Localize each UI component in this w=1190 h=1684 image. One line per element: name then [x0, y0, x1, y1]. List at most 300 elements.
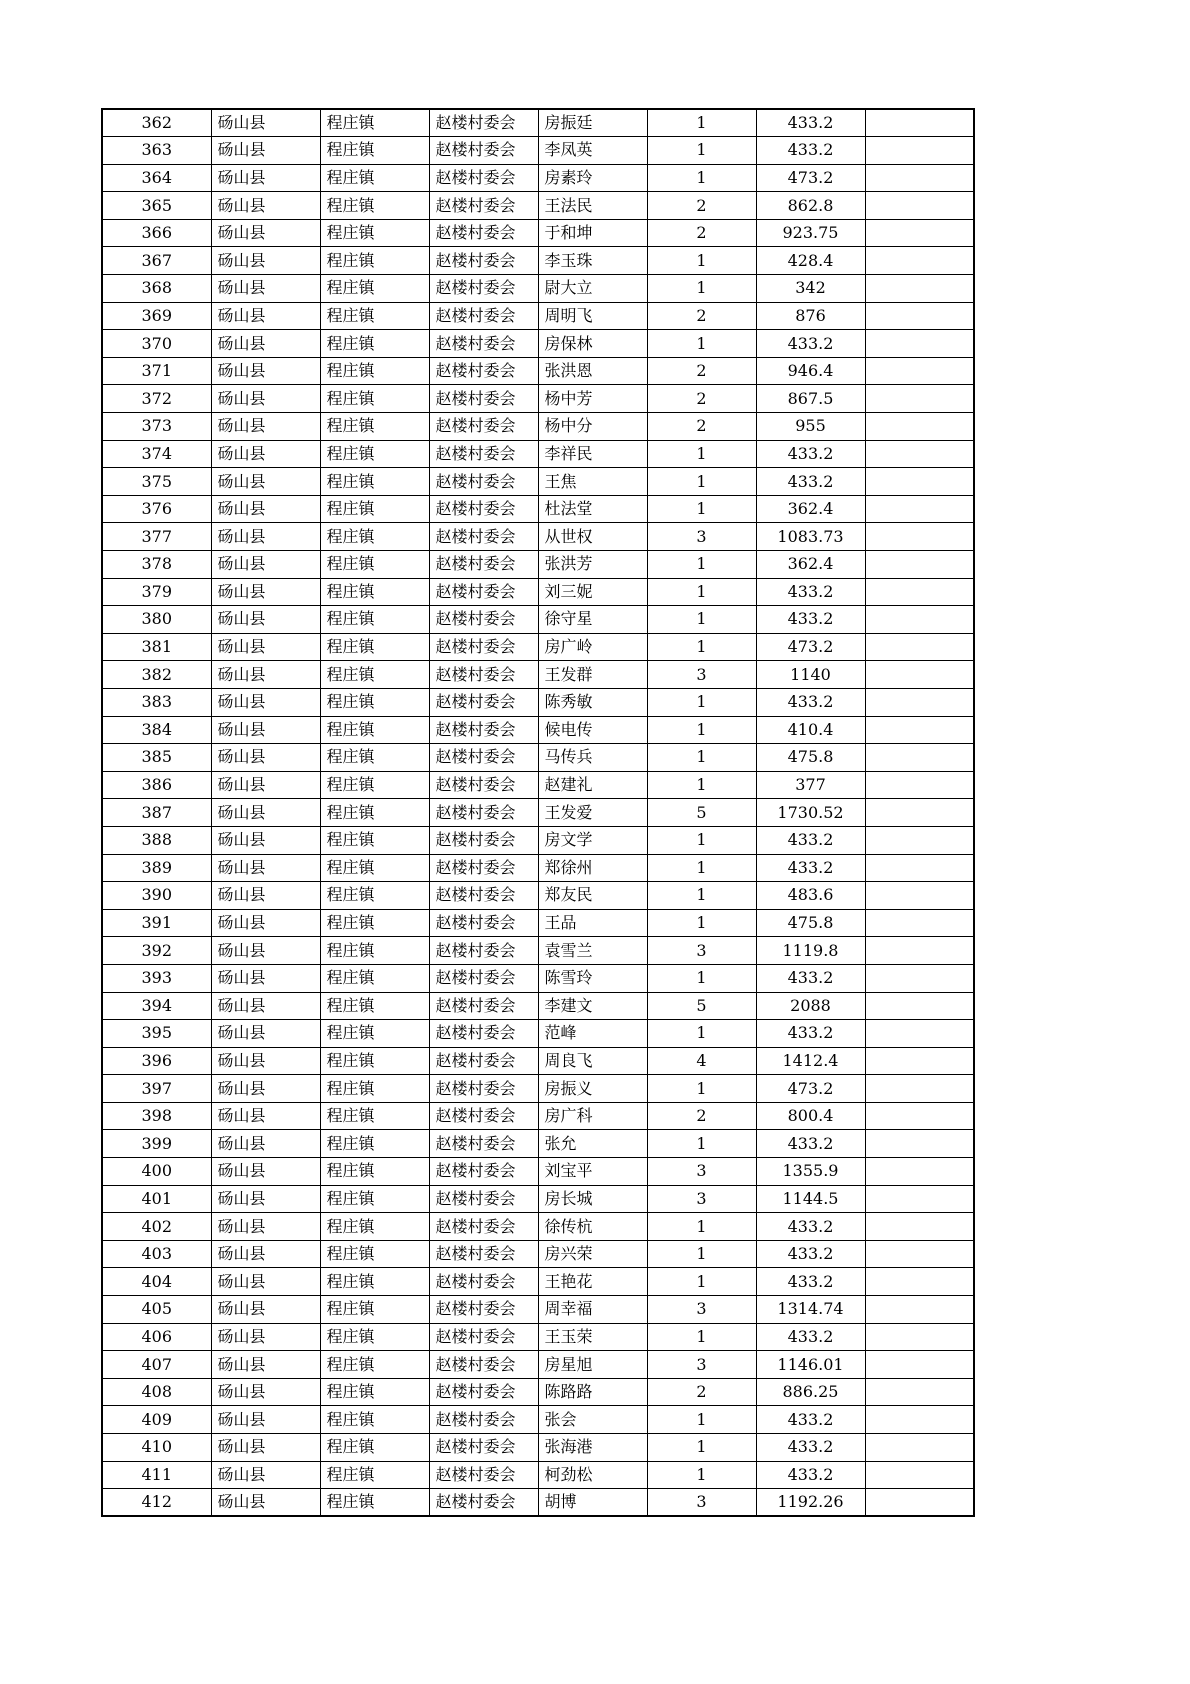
household-count-cell: 1 [647, 109, 756, 137]
village-committee-cell: 赵楼村委会 [429, 330, 538, 358]
county-cell: 砀山县 [211, 1406, 320, 1434]
remarks-cell [865, 606, 974, 634]
remarks-cell [865, 633, 974, 661]
county-cell: 砀山县 [211, 468, 320, 496]
name-cell: 徐传杭 [538, 1213, 647, 1241]
town-cell: 程庄镇 [320, 1351, 429, 1379]
household-count-cell: 3 [647, 1185, 756, 1213]
name-cell: 赵建礼 [538, 771, 647, 799]
amount-cell: 433.2 [756, 468, 865, 496]
remarks-cell [865, 964, 974, 992]
amount-cell: 433.2 [756, 964, 865, 992]
town-cell: 程庄镇 [320, 1075, 429, 1103]
village-committee-cell: 赵楼村委会 [429, 633, 538, 661]
remarks-cell [865, 882, 974, 910]
county-cell: 砀山县 [211, 744, 320, 772]
county-cell: 砀山县 [211, 1102, 320, 1130]
remarks-cell [865, 164, 974, 192]
amount-cell: 433.2 [756, 1268, 865, 1296]
name-cell: 张会 [538, 1406, 647, 1434]
remarks-cell [865, 771, 974, 799]
household-count-cell: 1 [647, 1020, 756, 1048]
roster-table-body [102, 109, 974, 1516]
amount-cell: 433.2 [756, 1020, 865, 1048]
table-row [102, 799, 974, 827]
village-committee-cell: 赵楼村委会 [429, 882, 538, 910]
amount-cell: 433.2 [756, 1323, 865, 1351]
amount-cell: 923.75 [756, 219, 865, 247]
row-number-cell: 386 [102, 771, 211, 799]
name-cell: 周良飞 [538, 1047, 647, 1075]
remarks-cell [865, 1020, 974, 1048]
amount-cell: 475.8 [756, 909, 865, 937]
table-row [102, 137, 974, 165]
county-cell: 砀山县 [211, 1130, 320, 1158]
town-cell: 程庄镇 [320, 1434, 429, 1462]
town-cell: 程庄镇 [320, 1461, 429, 1489]
table-row [102, 1378, 974, 1406]
household-count-cell: 1 [647, 468, 756, 496]
county-cell: 砀山县 [211, 909, 320, 937]
household-count-cell: 1 [647, 578, 756, 606]
county-cell: 砀山县 [211, 716, 320, 744]
name-cell: 房星旭 [538, 1351, 647, 1379]
name-cell: 房振义 [538, 1075, 647, 1103]
remarks-cell [865, 275, 974, 303]
table-row [102, 633, 974, 661]
name-cell: 房素玲 [538, 164, 647, 192]
table-row [102, 661, 974, 689]
table-row [102, 937, 974, 965]
amount-cell: 433.2 [756, 137, 865, 165]
household-count-cell: 1 [647, 606, 756, 634]
household-count-cell: 1 [647, 1268, 756, 1296]
remarks-cell [865, 385, 974, 413]
village-committee-cell: 赵楼村委会 [429, 1047, 538, 1075]
row-number-cell: 388 [102, 826, 211, 854]
town-cell: 程庄镇 [320, 1047, 429, 1075]
village-committee-cell: 赵楼村委会 [429, 1268, 538, 1296]
remarks-cell [865, 413, 974, 441]
county-cell: 砀山县 [211, 385, 320, 413]
county-cell: 砀山县 [211, 633, 320, 661]
county-cell: 砀山县 [211, 1020, 320, 1048]
row-number-cell: 370 [102, 330, 211, 358]
name-cell: 刘三妮 [538, 578, 647, 606]
town-cell: 程庄镇 [320, 440, 429, 468]
town-cell: 程庄镇 [320, 137, 429, 165]
county-cell: 砀山县 [211, 799, 320, 827]
table-row [102, 716, 974, 744]
name-cell: 房长城 [538, 1185, 647, 1213]
table-row [102, 275, 974, 303]
county-cell: 砀山县 [211, 413, 320, 441]
county-cell: 砀山县 [211, 688, 320, 716]
household-count-cell: 1 [647, 882, 756, 910]
row-number-cell: 401 [102, 1185, 211, 1213]
village-committee-cell: 赵楼村委会 [429, 275, 538, 303]
table-row [102, 909, 974, 937]
amount-cell: 433.2 [756, 330, 865, 358]
county-cell: 砀山县 [211, 357, 320, 385]
table-row [102, 606, 974, 634]
table-row [102, 247, 974, 275]
county-cell: 砀山县 [211, 275, 320, 303]
household-count-cell: 1 [647, 330, 756, 358]
village-committee-cell: 赵楼村委会 [429, 799, 538, 827]
town-cell: 程庄镇 [320, 1268, 429, 1296]
household-count-cell: 1 [647, 247, 756, 275]
village-committee-cell: 赵楼村委会 [429, 495, 538, 523]
table-row [102, 1102, 974, 1130]
town-cell: 程庄镇 [320, 219, 429, 247]
amount-cell: 946.4 [756, 357, 865, 385]
table-row [102, 1158, 974, 1186]
row-number-cell: 392 [102, 937, 211, 965]
remarks-cell [865, 109, 974, 137]
town-cell: 程庄镇 [320, 1489, 429, 1517]
household-count-cell: 5 [647, 992, 756, 1020]
name-cell: 王发爱 [538, 799, 647, 827]
village-committee-cell: 赵楼村委会 [429, 1296, 538, 1324]
row-number-cell: 364 [102, 164, 211, 192]
town-cell: 程庄镇 [320, 771, 429, 799]
row-number-cell: 363 [102, 137, 211, 165]
name-cell: 房保林 [538, 330, 647, 358]
county-cell: 砀山县 [211, 937, 320, 965]
amount-cell: 433.2 [756, 1213, 865, 1241]
amount-cell: 1355.9 [756, 1158, 865, 1186]
name-cell: 张允 [538, 1130, 647, 1158]
remarks-cell [865, 1047, 974, 1075]
county-cell: 砀山县 [211, 440, 320, 468]
table-row [102, 1406, 974, 1434]
village-committee-cell: 赵楼村委会 [429, 247, 538, 275]
remarks-cell [865, 661, 974, 689]
row-number-cell: 372 [102, 385, 211, 413]
county-cell: 砀山县 [211, 330, 320, 358]
village-committee-cell: 赵楼村委会 [429, 523, 538, 551]
town-cell: 程庄镇 [320, 1102, 429, 1130]
village-committee-cell: 赵楼村委会 [429, 854, 538, 882]
row-number-cell: 374 [102, 440, 211, 468]
amount-cell: 433.2 [756, 1240, 865, 1268]
remarks-cell [865, 302, 974, 330]
roster-table [101, 108, 975, 1517]
household-count-cell: 1 [647, 164, 756, 192]
amount-cell: 483.6 [756, 882, 865, 910]
table-row [102, 744, 974, 772]
household-count-cell: 3 [647, 1296, 756, 1324]
table-row [102, 164, 974, 192]
household-count-cell: 1 [647, 275, 756, 303]
town-cell: 程庄镇 [320, 1323, 429, 1351]
table-row [102, 854, 974, 882]
village-committee-cell: 赵楼村委会 [429, 385, 538, 413]
village-committee-cell: 赵楼村委会 [429, 578, 538, 606]
town-cell: 程庄镇 [320, 1240, 429, 1268]
amount-cell: 2088 [756, 992, 865, 1020]
household-count-cell: 1 [647, 716, 756, 744]
amount-cell: 475.8 [756, 744, 865, 772]
town-cell: 程庄镇 [320, 744, 429, 772]
town-cell: 程庄镇 [320, 275, 429, 303]
county-cell: 砀山县 [211, 219, 320, 247]
name-cell: 张洪芳 [538, 551, 647, 579]
amount-cell: 1730.52 [756, 799, 865, 827]
amount-cell: 1192.26 [756, 1489, 865, 1517]
table-row [102, 219, 974, 247]
amount-cell: 1140 [756, 661, 865, 689]
household-count-cell: 5 [647, 799, 756, 827]
remarks-cell [865, 1489, 974, 1517]
village-committee-cell: 赵楼村委会 [429, 1020, 538, 1048]
table-row [102, 1240, 974, 1268]
table-row [102, 1268, 974, 1296]
household-count-cell: 1 [647, 551, 756, 579]
table-row [102, 523, 974, 551]
name-cell: 从世权 [538, 523, 647, 551]
row-number-cell: 362 [102, 109, 211, 137]
household-count-cell: 1 [647, 137, 756, 165]
name-cell: 陈雪玲 [538, 964, 647, 992]
name-cell: 王法民 [538, 192, 647, 220]
row-number-cell: 381 [102, 633, 211, 661]
amount-cell: 473.2 [756, 1075, 865, 1103]
amount-cell: 433.2 [756, 109, 865, 137]
county-cell: 砀山县 [211, 992, 320, 1020]
town-cell: 程庄镇 [320, 495, 429, 523]
county-cell: 砀山县 [211, 1296, 320, 1324]
amount-cell: 1314.74 [756, 1296, 865, 1324]
name-cell: 周明飞 [538, 302, 647, 330]
name-cell: 陈路路 [538, 1378, 647, 1406]
table-row [102, 302, 974, 330]
name-cell: 房广科 [538, 1102, 647, 1130]
county-cell: 砀山县 [211, 964, 320, 992]
household-count-cell: 1 [647, 1213, 756, 1241]
table-row [102, 771, 974, 799]
amount-cell: 377 [756, 771, 865, 799]
table-row [102, 688, 974, 716]
county-cell: 砀山县 [211, 1323, 320, 1351]
amount-cell: 876 [756, 302, 865, 330]
name-cell: 柯劲松 [538, 1461, 647, 1489]
name-cell: 马传兵 [538, 744, 647, 772]
village-committee-cell: 赵楼村委会 [429, 661, 538, 689]
town-cell: 程庄镇 [320, 826, 429, 854]
row-number-cell: 399 [102, 1130, 211, 1158]
village-committee-cell: 赵楼村委会 [429, 468, 538, 496]
name-cell: 郑徐州 [538, 854, 647, 882]
remarks-cell [865, 716, 974, 744]
remarks-cell [865, 744, 974, 772]
remarks-cell [865, 826, 974, 854]
row-number-cell: 367 [102, 247, 211, 275]
village-committee-cell: 赵楼村委会 [429, 192, 538, 220]
row-number-cell: 400 [102, 1158, 211, 1186]
name-cell: 张洪恩 [538, 357, 647, 385]
county-cell: 砀山县 [211, 1268, 320, 1296]
town-cell: 程庄镇 [320, 330, 429, 358]
amount-cell: 342 [756, 275, 865, 303]
row-number-cell: 380 [102, 606, 211, 634]
remarks-cell [865, 219, 974, 247]
town-cell: 程庄镇 [320, 633, 429, 661]
row-number-cell: 378 [102, 551, 211, 579]
remarks-cell [865, 854, 974, 882]
row-number-cell: 390 [102, 882, 211, 910]
amount-cell: 433.2 [756, 1406, 865, 1434]
remarks-cell [865, 992, 974, 1020]
name-cell: 杨中芳 [538, 385, 647, 413]
county-cell: 砀山县 [211, 854, 320, 882]
town-cell: 程庄镇 [320, 247, 429, 275]
row-number-cell: 402 [102, 1213, 211, 1241]
village-committee-cell: 赵楼村委会 [429, 440, 538, 468]
village-committee-cell: 赵楼村委会 [429, 1075, 538, 1103]
household-count-cell: 2 [647, 192, 756, 220]
remarks-cell [865, 937, 974, 965]
name-cell: 尉大立 [538, 275, 647, 303]
amount-cell: 1412.4 [756, 1047, 865, 1075]
row-number-cell: 382 [102, 661, 211, 689]
table-row [102, 192, 974, 220]
remarks-cell [865, 1406, 974, 1434]
row-number-cell: 391 [102, 909, 211, 937]
amount-cell: 433.2 [756, 606, 865, 634]
name-cell: 李凤英 [538, 137, 647, 165]
row-number-cell: 383 [102, 688, 211, 716]
remarks-cell [865, 578, 974, 606]
village-committee-cell: 赵楼村委会 [429, 716, 538, 744]
table-row [102, 1185, 974, 1213]
remarks-cell [865, 1268, 974, 1296]
county-cell: 砀山县 [211, 523, 320, 551]
town-cell: 程庄镇 [320, 964, 429, 992]
amount-cell: 433.2 [756, 854, 865, 882]
village-committee-cell: 赵楼村委会 [429, 937, 538, 965]
remarks-cell [865, 799, 974, 827]
name-cell: 房广岭 [538, 633, 647, 661]
remarks-cell [865, 192, 974, 220]
town-cell: 程庄镇 [320, 578, 429, 606]
village-committee-cell: 赵楼村委会 [429, 1213, 538, 1241]
household-count-cell: 1 [647, 1240, 756, 1268]
table-row [102, 551, 974, 579]
county-cell: 砀山县 [211, 1158, 320, 1186]
table-row [102, 992, 974, 1020]
remarks-cell [865, 1213, 974, 1241]
amount-cell: 862.8 [756, 192, 865, 220]
village-committee-cell: 赵楼村委会 [429, 1461, 538, 1489]
village-committee-cell: 赵楼村委会 [429, 771, 538, 799]
table-row [102, 1020, 974, 1048]
row-number-cell: 385 [102, 744, 211, 772]
table-row [102, 964, 974, 992]
village-committee-cell: 赵楼村委会 [429, 1130, 538, 1158]
name-cell: 范峰 [538, 1020, 647, 1048]
village-committee-cell: 赵楼村委会 [429, 992, 538, 1020]
amount-cell: 433.2 [756, 578, 865, 606]
amount-cell: 473.2 [756, 633, 865, 661]
table-row [102, 1296, 974, 1324]
household-count-cell: 3 [647, 1489, 756, 1517]
county-cell: 砀山县 [211, 1461, 320, 1489]
amount-cell: 867.5 [756, 385, 865, 413]
village-committee-cell: 赵楼村委会 [429, 1378, 538, 1406]
remarks-cell [865, 1130, 974, 1158]
remarks-cell [865, 1158, 974, 1186]
remarks-cell [865, 1351, 974, 1379]
household-count-cell: 1 [647, 1406, 756, 1434]
amount-cell: 1144.5 [756, 1185, 865, 1213]
village-committee-cell: 赵楼村委会 [429, 744, 538, 772]
household-count-cell: 3 [647, 1158, 756, 1186]
table-row [102, 385, 974, 413]
row-number-cell: 396 [102, 1047, 211, 1075]
remarks-cell [865, 137, 974, 165]
remarks-cell [865, 330, 974, 358]
town-cell: 程庄镇 [320, 1213, 429, 1241]
county-cell: 砀山县 [211, 1489, 320, 1517]
table-row [102, 1489, 974, 1517]
household-count-cell: 2 [647, 1378, 756, 1406]
row-number-cell: 376 [102, 495, 211, 523]
town-cell: 程庄镇 [320, 1406, 429, 1434]
row-number-cell: 366 [102, 219, 211, 247]
name-cell: 候电传 [538, 716, 647, 744]
row-number-cell: 403 [102, 1240, 211, 1268]
table-row [102, 1351, 974, 1379]
table-row [102, 413, 974, 441]
household-count-cell: 2 [647, 385, 756, 413]
household-count-cell: 2 [647, 1102, 756, 1130]
table-row [102, 468, 974, 496]
table-row [102, 1213, 974, 1241]
household-count-cell: 2 [647, 219, 756, 247]
remarks-cell [865, 1185, 974, 1213]
county-cell: 砀山县 [211, 495, 320, 523]
town-cell: 程庄镇 [320, 909, 429, 937]
village-committee-cell: 赵楼村委会 [429, 606, 538, 634]
name-cell: 房振廷 [538, 109, 647, 137]
town-cell: 程庄镇 [320, 688, 429, 716]
county-cell: 砀山县 [211, 1213, 320, 1241]
town-cell: 程庄镇 [320, 882, 429, 910]
village-committee-cell: 赵楼村委会 [429, 302, 538, 330]
name-cell: 李祥民 [538, 440, 647, 468]
town-cell: 程庄镇 [320, 551, 429, 579]
household-count-cell: 1 [647, 771, 756, 799]
amount-cell: 1083.73 [756, 523, 865, 551]
village-committee-cell: 赵楼村委会 [429, 964, 538, 992]
town-cell: 程庄镇 [320, 854, 429, 882]
amount-cell: 1119.8 [756, 937, 865, 965]
household-count-cell: 3 [647, 661, 756, 689]
remarks-cell [865, 551, 974, 579]
remarks-cell [865, 357, 974, 385]
name-cell: 刘宝平 [538, 1158, 647, 1186]
household-count-cell: 1 [647, 1323, 756, 1351]
name-cell: 周幸福 [538, 1296, 647, 1324]
county-cell: 砀山县 [211, 1075, 320, 1103]
amount-cell: 362.4 [756, 495, 865, 523]
name-cell: 李建文 [538, 992, 647, 1020]
amount-cell: 1146.01 [756, 1351, 865, 1379]
town-cell: 程庄镇 [320, 302, 429, 330]
county-cell: 砀山县 [211, 1434, 320, 1462]
